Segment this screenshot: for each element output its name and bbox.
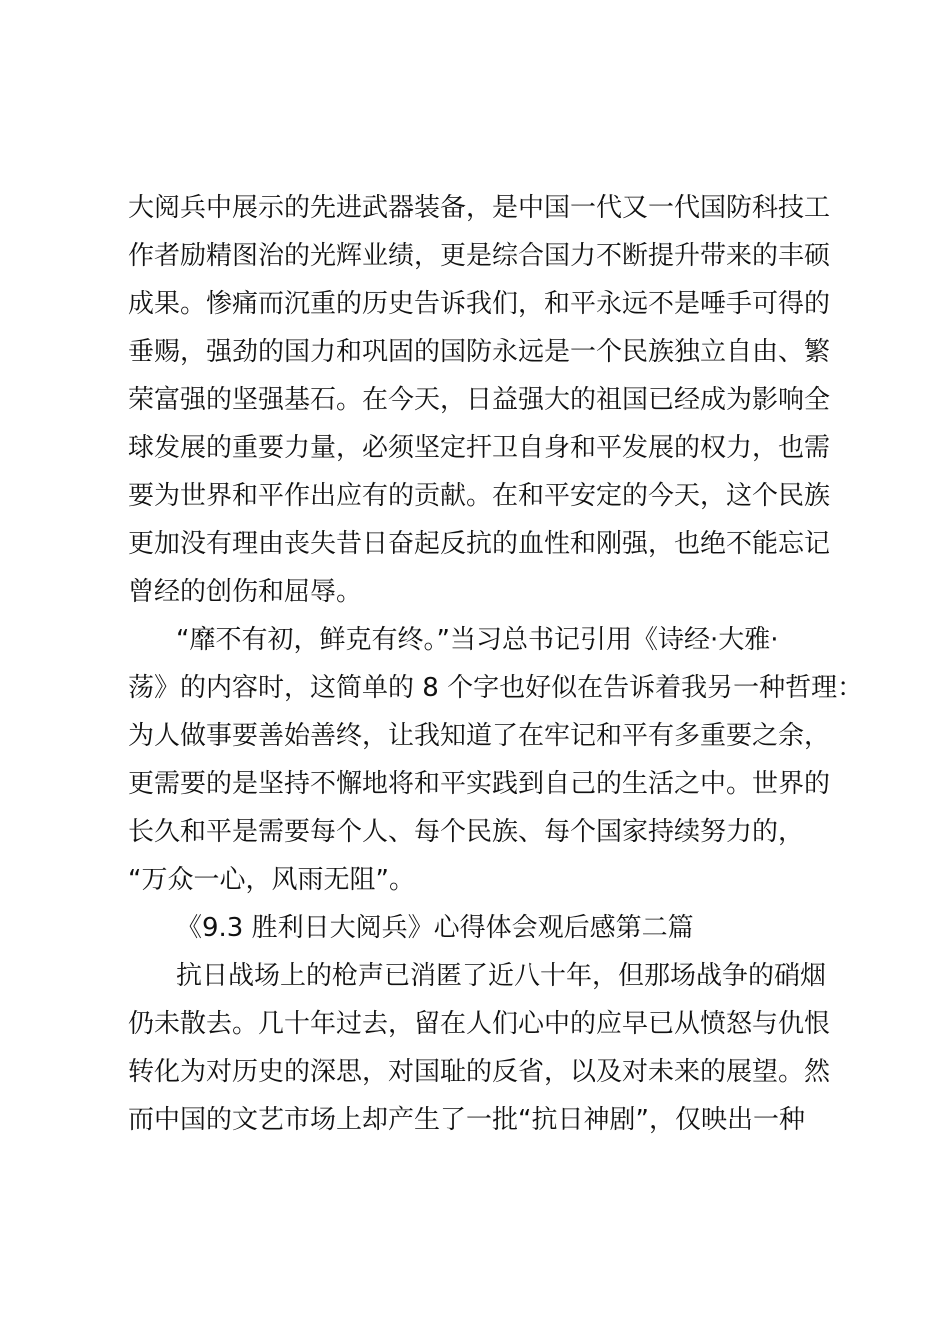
paragraph-3-line: 而中国的文艺市场上却产生了一批“抗日神剧”，仅映出一种 — [128, 1105, 805, 1135]
paragraph-2-line: 更需要的是坚持不懈地将和平实践到自己的生活之中。世界的 — [128, 769, 831, 799]
paragraph-1-line: 成果。惨痛而沉重的历史告诉我们，和平永远不是唾手可得的 — [128, 289, 831, 319]
paragraph-2-line: 长久和平是需要每个人、每个民族、每个国家持续努力的， — [128, 817, 805, 847]
paragraph-2-line: “万众一心，风雨无阻”。 — [128, 865, 415, 895]
paragraph-1-line: 荣富强的坚强基石。在今天，日益强大的祖国已经成为影响全 — [128, 385, 831, 415]
paragraph-2-line: “靡不有初，鲜克有终。”当习总书记引用《诗经·大雅· — [176, 625, 779, 655]
paragraph-2-line: 荡》的内容时，这简单的 8 个字也好似在告诉着我另一种哲理： — [128, 673, 864, 703]
paragraph-1-line: 垂赐，强劲的国力和巩固的国防永远是一个民族独立自由、繁 — [128, 337, 831, 367]
section-heading: 《9.3 胜利日大阅兵》心得体会观后感第二篇 — [176, 913, 694, 943]
paragraph-1-line: 更加没有理由丧失昔日奋起反抗的血性和刚强，也绝不能忘记 — [128, 529, 831, 559]
paragraph-2-line: 为人做事要善始善终，让我知道了在牢记和平有多重要之余， — [128, 721, 831, 751]
paragraph-3-line: 仍未散去。几十年过去，留在人们心中的应早已从愤怒与仇恨 — [128, 1009, 831, 1039]
paragraph-3-line: 抗日战场上的枪声已消匿了近八十年，但那场战争的硝烟 — [176, 961, 827, 991]
paragraph-3-line: 转化为对历史的深思，对国耻的反省，以及对未来的展望。然 — [128, 1057, 831, 1087]
paragraph-1-line: 曾经的创伤和屈辱。 — [128, 577, 363, 607]
paragraph-1-line: 大阅兵中展示的先进武器装备，是中国一代又一代国防科技工 — [128, 193, 831, 223]
paragraph-1-line: 作者励精图治的光辉业绩，更是综合国力不断提升带来的丰硕 — [128, 241, 831, 271]
paragraph-1-line: 要为世界和平作出应有的贡献。在和平安定的今天，这个民族 — [128, 481, 831, 511]
paragraph-1-line: 球发展的重要力量，必须坚定扞卫自身和平发展的权力，也需 — [128, 433, 831, 463]
